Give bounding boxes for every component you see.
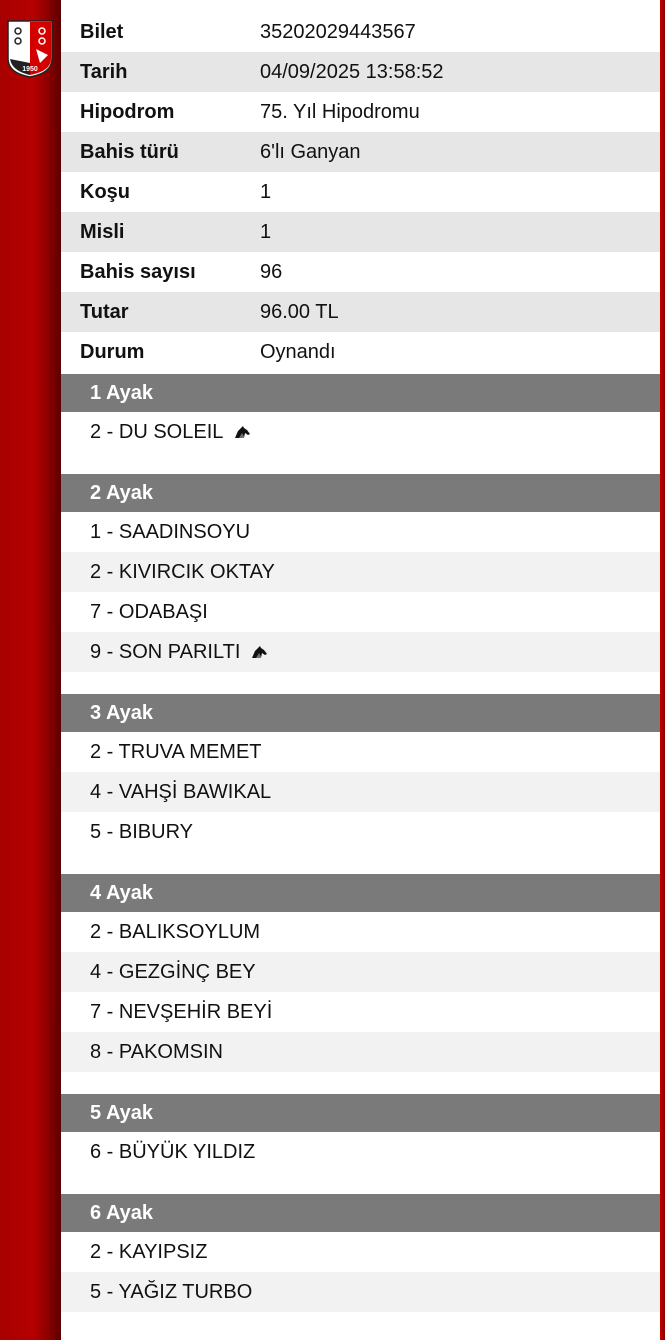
horse-name: 2 - DU SOLEIL xyxy=(90,420,224,443)
info-label: Bahis türü xyxy=(80,140,179,163)
horse-row xyxy=(61,1132,660,1172)
info-value: 1 xyxy=(260,180,272,203)
leg-spacer xyxy=(61,852,660,874)
info-row xyxy=(61,172,660,212)
info-value: 96 xyxy=(260,260,283,283)
horse-name: 9 - SON PARILTI xyxy=(90,640,241,663)
leg-spacer xyxy=(61,1072,660,1094)
info-row xyxy=(61,92,660,132)
leg-header: 3 Ayak xyxy=(61,694,660,732)
info-row xyxy=(61,292,660,332)
info-row xyxy=(61,252,660,292)
horse-head-icon xyxy=(233,425,251,439)
horse-name: 4 - GEZGİNÇ BEY xyxy=(90,960,256,983)
leg-spacer xyxy=(61,672,660,694)
horse-row xyxy=(61,552,660,592)
club-logo xyxy=(6,19,54,79)
horse-row xyxy=(61,1232,660,1272)
info-row xyxy=(61,132,660,172)
info-value: Oynandı xyxy=(260,340,336,363)
left-brand-rail xyxy=(0,0,61,1340)
info-label: Koşu xyxy=(80,180,130,203)
horse-row xyxy=(61,952,660,992)
legs-list xyxy=(61,372,660,1312)
horse-row xyxy=(61,632,660,672)
horse-name: 6 - BÜYÜK YILDIZ xyxy=(90,1140,256,1163)
info-label: Bilet xyxy=(80,20,124,43)
horse-row xyxy=(61,772,660,812)
ticket-detail xyxy=(61,12,660,1312)
horse-name: 2 - KIVIRCIK OKTAY xyxy=(90,560,275,583)
horse-name: 2 - BALIKSOYLUM xyxy=(90,920,261,943)
info-label: Durum xyxy=(80,340,145,363)
horse-name: 2 - TRUVA MEMET xyxy=(90,740,262,763)
leg-header: 6 Ayak xyxy=(61,1194,660,1232)
info-row xyxy=(61,212,660,252)
horse-name: 1 - SAADINSOYU xyxy=(90,520,251,543)
horse-name: 2 - KAYIPSIZ xyxy=(90,1240,208,1263)
horse-name: 8 - PAKOMSIN xyxy=(90,1040,223,1063)
info-label: Misli xyxy=(80,220,125,243)
horse-row xyxy=(61,1032,660,1072)
svg-text:1950: 1950 xyxy=(22,66,38,73)
info-label: Tarih xyxy=(80,60,128,83)
info-value: 1 xyxy=(260,220,272,243)
horse-name: 5 - BIBURY xyxy=(90,820,193,843)
horse-row xyxy=(61,1272,660,1312)
info-value: 35202029443567 xyxy=(260,20,416,43)
horse-row xyxy=(61,812,660,852)
ticket-info-table xyxy=(61,12,660,372)
horse-name: 7 - NEVŞEHİR BEYİ xyxy=(90,1000,273,1023)
horse-row xyxy=(61,592,660,632)
horse-name: 5 - YAĞIZ TURBO xyxy=(90,1280,253,1303)
info-row xyxy=(61,332,660,372)
leg-header: 2 Ayak xyxy=(61,474,660,512)
horse-row xyxy=(61,992,660,1032)
horse-row xyxy=(61,912,660,952)
horse-row xyxy=(61,512,660,552)
leg-header: 4 Ayak xyxy=(61,874,660,912)
info-label: Tutar xyxy=(80,300,129,323)
info-label: Hipodrom xyxy=(80,100,175,123)
leg-spacer xyxy=(61,452,660,474)
leg-spacer xyxy=(61,1172,660,1194)
info-label: Bahis sayısı xyxy=(80,260,196,283)
horse-row xyxy=(61,412,660,452)
leg-header: 5 Ayak xyxy=(61,1094,660,1132)
leg-header: 1 Ayak xyxy=(61,374,660,412)
info-value: 96.00 TL xyxy=(260,300,339,323)
horse-name: 7 - ODABAŞI xyxy=(90,600,208,623)
info-row xyxy=(61,12,660,52)
info-value: 6'lı Ganyan xyxy=(260,140,361,163)
horse-head-icon xyxy=(250,645,268,659)
horse-row xyxy=(61,732,660,772)
info-value: 04/09/2025 13:58:52 xyxy=(260,60,444,83)
info-value: 75. Yıl Hipodromu xyxy=(260,100,420,123)
info-row xyxy=(61,52,660,92)
horse-name: 4 - VAHŞİ BAWIKAL xyxy=(90,780,272,803)
right-edge-stripe xyxy=(660,0,665,1340)
